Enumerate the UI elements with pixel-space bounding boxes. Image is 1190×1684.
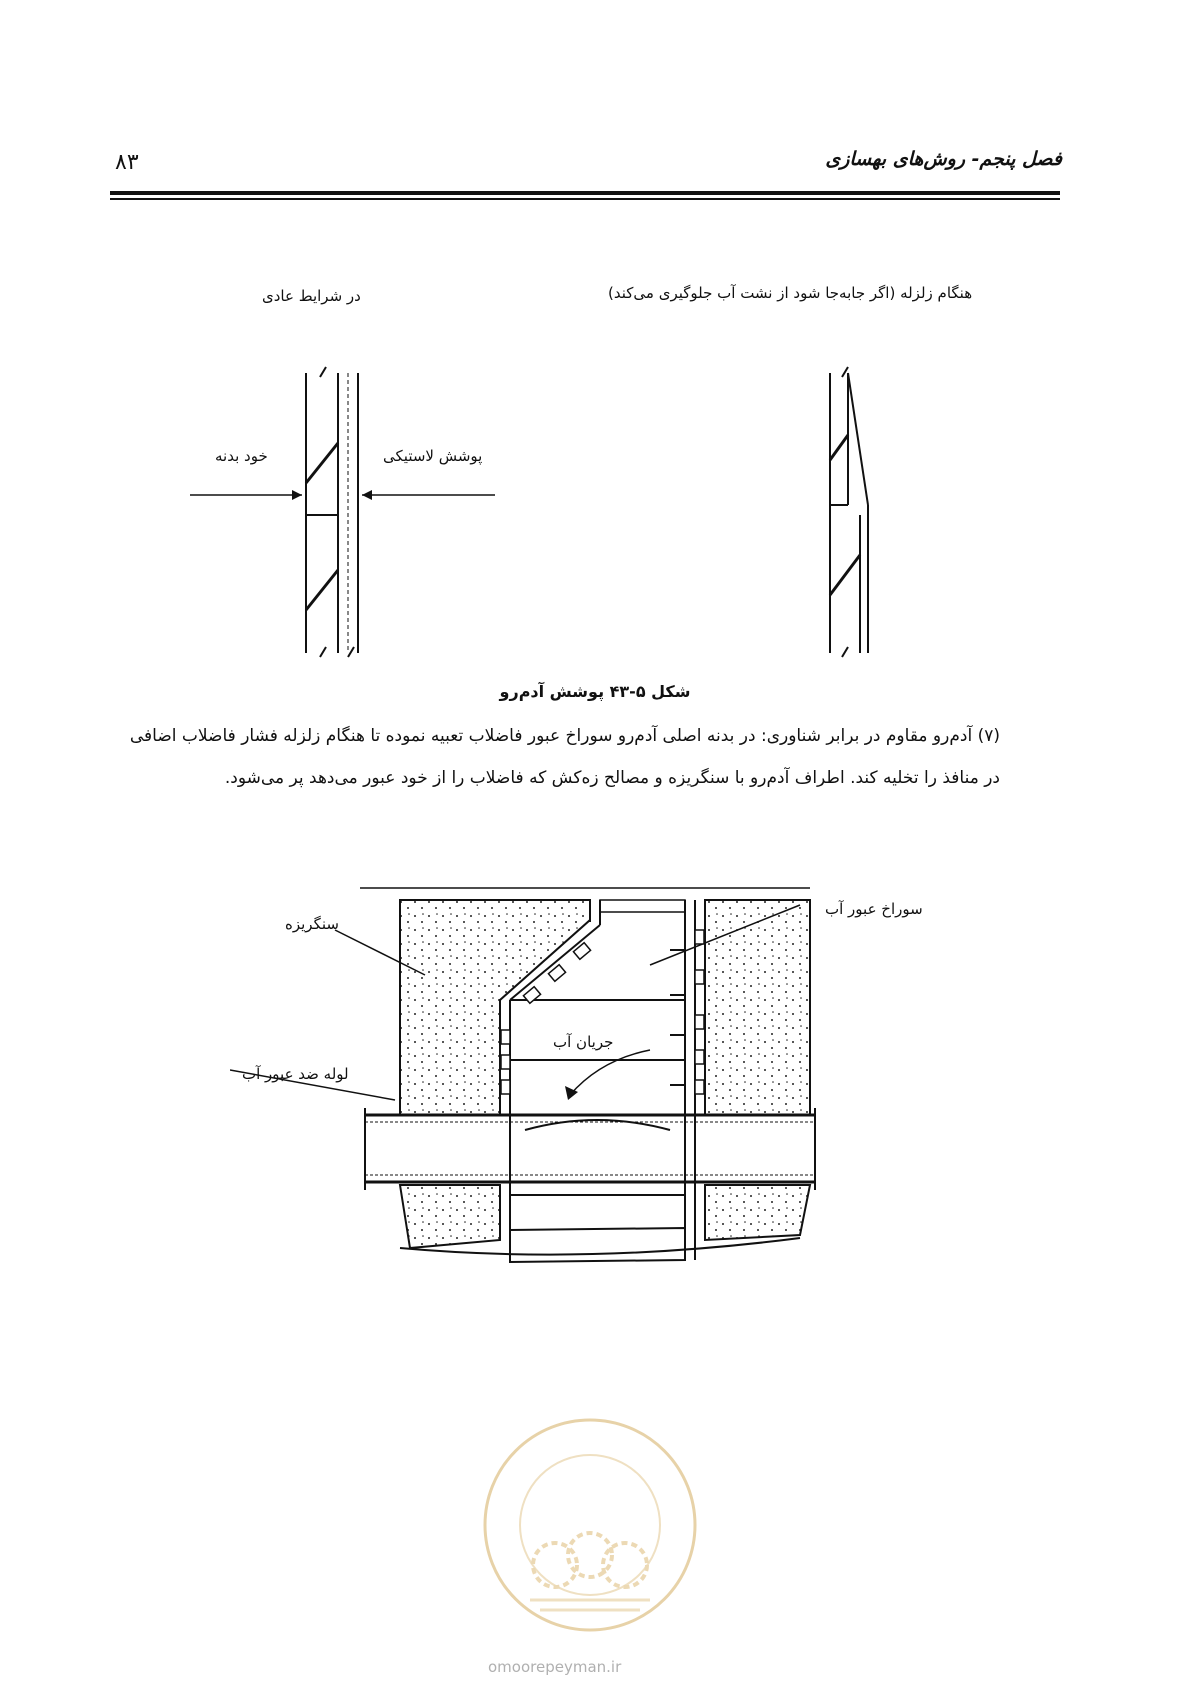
- watermark-seal-logo: [480, 1415, 700, 1635]
- figure-caption: شکل ۵-۴۳ پوشش آدم‌رو: [499, 682, 691, 701]
- label-gravel: سنگریزه: [285, 915, 339, 933]
- label-earthquake-condition: هنگام زلزله (اگر جابه‌جا شود از نشت آب جلوگیری می‌کند): [608, 284, 973, 302]
- figure-rubber-cover-diagram: [180, 355, 900, 665]
- paragraph-line-1: (۷) آدم‌رو مقاوم در برابر شناوری: در بدنه اصلی آدم‌رو سوراخ عبور فاضلاب تعبیه نموده تا هنگام زلزله فشار فاضلاب اضافی: [129, 726, 1000, 746]
- paragraph-line-2: در منافذ را تخلیه کند. اطراف آدم‌رو با سنگریزه و مصالح زه‌کش که فاضلاب را از خود عبور می‌دهد پر می‌شود.: [224, 768, 1000, 788]
- watermark-site-text: omoorepeyman.ir: [488, 1658, 622, 1676]
- page-header-title: فصل پنجم- روش‌های بهسازی: [825, 148, 1062, 170]
- figure-flotation-resistant-manhole: [230, 870, 930, 1280]
- label-water-flow: جریان آب: [553, 1033, 614, 1051]
- header-rule-thick: [110, 191, 1060, 195]
- label-water-hole: سوراخ عبور آب: [825, 900, 923, 918]
- label-rubber-cover: پوشش لاستیکی: [383, 447, 483, 465]
- label-manhole-body: خود بدنه: [215, 447, 268, 465]
- header-rule-thin: [110, 198, 1060, 200]
- label-normal-conditions: در شرایط عادی: [262, 287, 361, 305]
- label-waterproof-pipe: لوله ضد عبور آب: [242, 1065, 349, 1083]
- page-number: ۸۳: [115, 150, 139, 175]
